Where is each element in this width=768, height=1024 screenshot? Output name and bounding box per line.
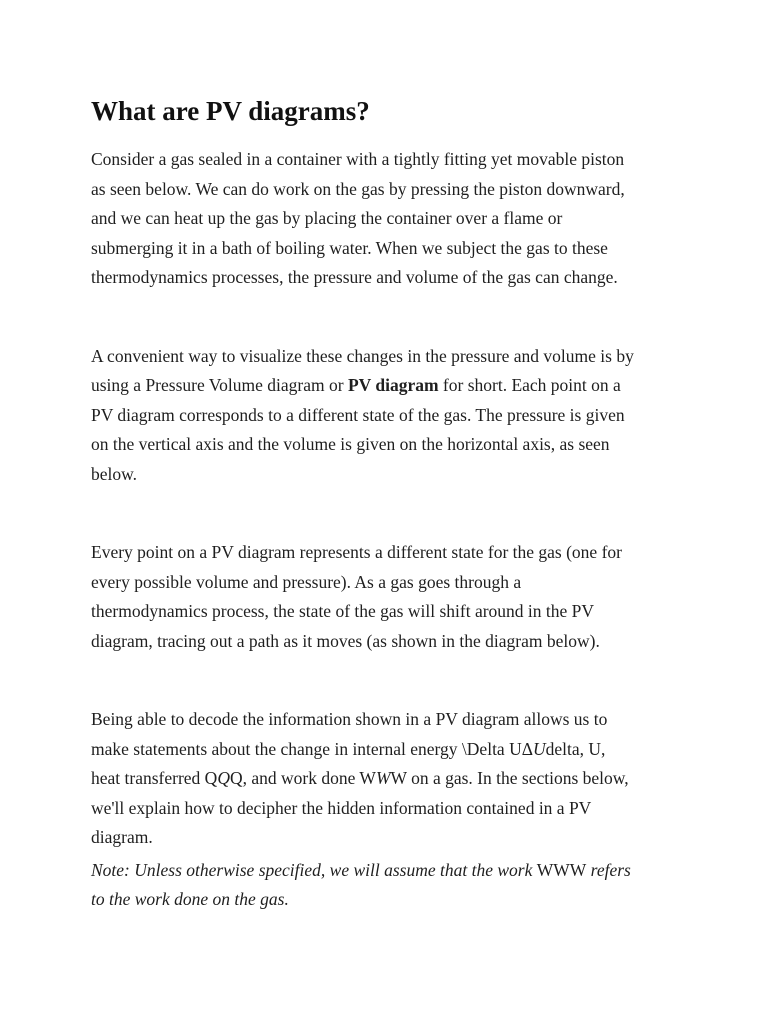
text-run: refers <box>586 859 631 880</box>
note-paragraph <box>91 856 681 915</box>
text-line: thermodynamics process, the state of the gas will shift around in the PV <box>91 601 595 621</box>
paragraph-decode <box>91 705 681 853</box>
article <box>91 91 681 915</box>
text-line: diagram. <box>91 827 153 847</box>
text-run: for short. Each point on a <box>438 375 621 395</box>
math-variable: WWW <box>536 859 587 880</box>
paragraph-states <box>91 538 681 656</box>
text-run: Note: Unless otherwise specified, we will assume that the work <box>91 859 537 880</box>
text-line: to the work done on the gas. <box>91 889 289 909</box>
text-line <box>91 856 681 886</box>
text-line: Consider a gas sealed in a container with a tightly fitting yet movable piston <box>91 149 625 169</box>
text-run: make statements about the change in internal energy \Delta UΔ <box>91 738 533 759</box>
text-line: submerging it in a bath of boiling water. When we subject the gas to these <box>91 237 608 258</box>
text-line: Every point on a PV diagram represents a different state for the gas (one for <box>91 542 622 562</box>
text-line: as seen below. We can do work on the gas by pressing the piston downward, <box>91 178 625 199</box>
text-line: every possible volume and pressure). As a gas goes through a <box>91 571 522 592</box>
text-line <box>91 371 681 401</box>
bold-term: PV diagram <box>347 375 439 395</box>
text-line: we'll explain how to decipher the hidden information contained in a PV <box>91 797 592 818</box>
text-run: W on a gas. In the sections below, <box>390 768 629 788</box>
text-run: Q, and work done W <box>229 768 376 788</box>
text-line <box>91 735 681 765</box>
page-title: What are PV diagrams? <box>91 96 370 126</box>
text-line: below. <box>91 463 138 484</box>
paragraph-pv-diagram-intro <box>91 342 681 490</box>
text-line: and we can heat up the gas by placing the container over a flame or <box>91 208 563 228</box>
text-line: thermodynamics processes, the pressure and volume of the gas can change. <box>91 267 618 287</box>
text-run: delta, U, <box>545 738 606 759</box>
text-line: PV diagram corresponds to a different state of the gas. The pressure is given <box>91 404 625 425</box>
paragraph-intro <box>91 145 681 293</box>
text-line: diagram, tracing out a path as it moves (as shown in the diagram below). <box>91 630 600 651</box>
text-run: heat transferred Q <box>91 768 218 788</box>
math-variable: W <box>375 768 391 788</box>
math-variable: Q <box>217 768 230 788</box>
text-line: on the vertical axis and the volume is given on the horizontal axis, as seen <box>91 434 610 454</box>
text-line <box>91 764 681 794</box>
math-variable: U <box>532 738 546 759</box>
text-line: A convenient way to visualize these changes in the pressure and volume is by <box>91 345 634 366</box>
text-line: Being able to decode the information shown in a PV diagram allows us to <box>91 709 608 729</box>
text-run: using a Pressure Volume diagram or <box>91 375 348 395</box>
